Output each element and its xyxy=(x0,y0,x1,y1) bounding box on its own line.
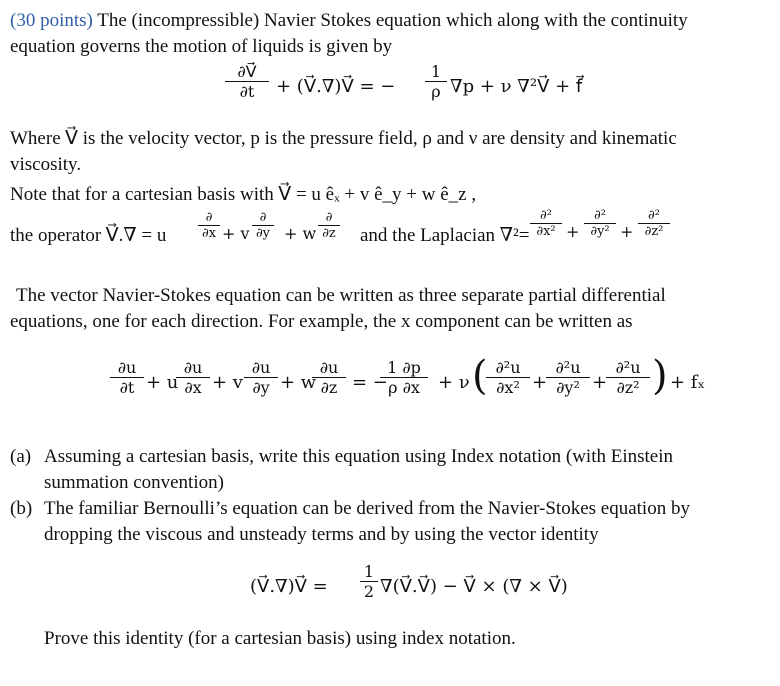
operator-label: the operator V⃗.∇ = u xyxy=(10,225,167,246)
lap-frac-z: ∂² ∂z² xyxy=(638,208,670,239)
x-fx-term: + fₓ xyxy=(670,372,706,393)
part-b-label: (b) xyxy=(10,498,33,519)
lap-frac-y: ∂² ∂y² xyxy=(584,208,616,239)
eq-rest-terms: ∇p + ν ∇²V⃗ + f⃗ xyxy=(450,76,583,97)
op-plus-w: + w xyxy=(284,224,317,243)
points-label: (30 points) xyxy=(10,10,93,31)
part-b-line-2: dropping the viscous and unsteady terms and by using the vector identity xyxy=(44,524,599,545)
intro-line-2: equation governs the motion of liquids is given by xyxy=(10,36,393,57)
x-frac-pressure: $\frac{1 \partial p}{\rho \partial x}$ xyxy=(380,358,428,397)
intro-text-1: The (incompressible) Navier Stokes equation which along with the continuity xyxy=(92,10,688,31)
x-frac-d2z: $\frac{\text{∂²u}}{\text{∂z²}}$ xyxy=(606,358,650,397)
vector-line-1: The vector Navier-Stokes equation can be written as three separate partial differential xyxy=(16,285,666,306)
x-frac-dudx: $\frac{\partial u}{\partial x}$ xyxy=(176,358,210,397)
eq-pressure-numerator: 1 xyxy=(430,62,442,81)
vector-line-2: equations, one for each direction. For example, the x component can be written as xyxy=(10,311,633,332)
part-b-line-1: The familiar Bernoulli’s equation can be derived from the Navier-Stokes equation by xyxy=(44,498,690,519)
x-frac-dudy: $\frac{\partial u}{\partial y}$ xyxy=(244,358,278,397)
part-a-line-1: Assuming a cartesian basis, write this equation using Index notation (with Einstein xyxy=(44,446,674,467)
eq-lhs-numerator: ∂V⃗ xyxy=(237,62,257,81)
x-frac-d2y: $\frac{\text{∂²u}}{\text{∂y²}}$ xyxy=(546,358,590,397)
where-line-3: Note that for a cartesian basis with V⃗ = u êₓ + v ê_y + w ê_z , xyxy=(10,184,477,205)
eq-pressure-denominator: ρ xyxy=(425,81,447,101)
prove-line: Prove this identity (for a cartesian basis) using index notation. xyxy=(44,628,516,649)
where-line-1: Where V⃗ is the velocity vector, p is the pressure field, ρ and ν are density and kinematic xyxy=(10,128,677,149)
where-line-2: viscosity. xyxy=(10,154,82,175)
lap-plus-2: + xyxy=(620,222,634,241)
eq-convective-term: + (V⃗.∇)V⃗ = − xyxy=(276,76,396,97)
eq-lhs-denominator: ∂t xyxy=(225,81,269,101)
x-frac-d2x: $\frac{\text{∂²u}}{\text{∂x²}}$ xyxy=(486,358,530,397)
eq-lhs-fraction xyxy=(225,62,269,101)
eq-pressure-fraction xyxy=(425,62,447,101)
lap-plus-1: + xyxy=(566,222,580,241)
part-a-label: (a) xyxy=(10,446,32,467)
x-frac-dudt: $\frac{\partial u}{\partial t}$ xyxy=(110,358,144,397)
identity-lhs: (V⃗.∇)V⃗ = xyxy=(250,576,328,597)
op-plus-v: + v xyxy=(222,224,250,243)
op-frac-y: ∂ ∂y xyxy=(252,210,274,241)
op-frac-z: ∂ ∂z xyxy=(318,210,340,241)
laplacian-label: and the Laplacian ∇²= xyxy=(360,225,530,246)
identity-rhs: ∇(V⃗.V⃗) − V⃗ × (∇ × V⃗) xyxy=(380,576,568,597)
part-a-line-2: summation convention) xyxy=(44,472,224,493)
identity-half: $\frac{1}{2}$ xyxy=(360,562,378,601)
op-frac-x: ∂ ∂x xyxy=(198,210,220,241)
intro-line-1 xyxy=(10,10,688,32)
x-frac-dudz: $\frac{\partial u}{\partial z}$ xyxy=(312,358,346,397)
lap-frac-x: ∂² ∂x² xyxy=(530,208,562,239)
